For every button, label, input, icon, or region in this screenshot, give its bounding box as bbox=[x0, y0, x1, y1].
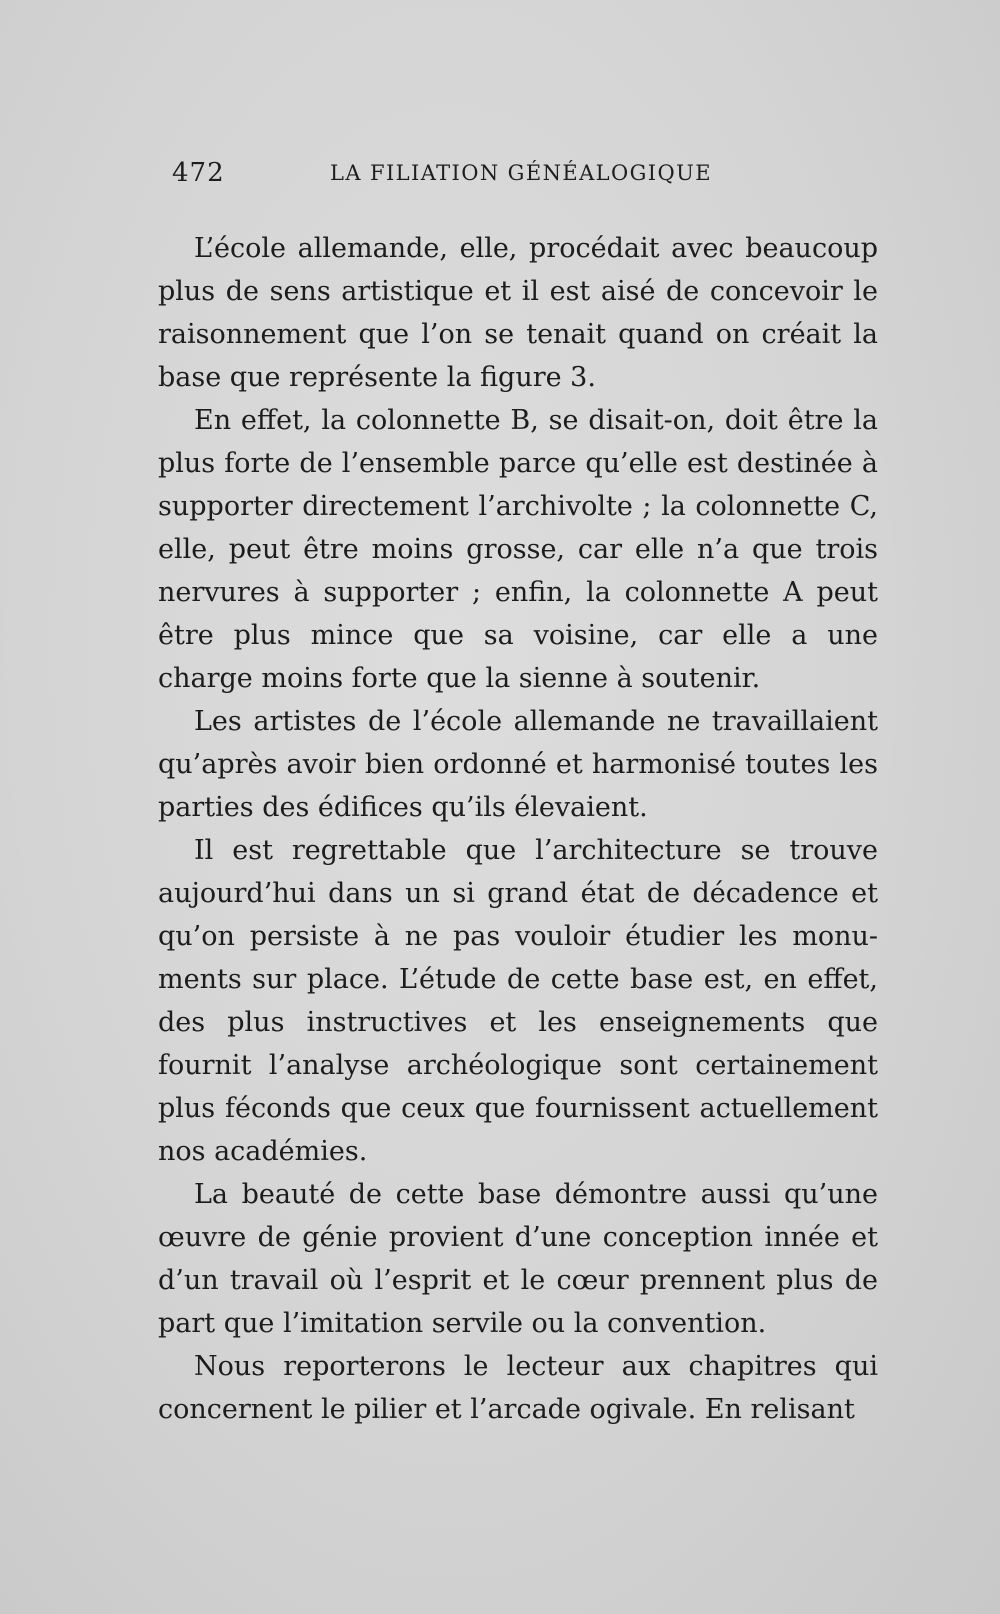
body-text bbox=[158, 227, 878, 1431]
paragraph: Les artistes de l’école allemande ne travaillaient qu’après avoir bien ordonné et harmonisé toutes les parties des édifices qu’ils élevaient. bbox=[158, 706, 878, 823]
paragraph: En effet, la colonnette B, se disait-on, doit être la plus forte de l’ensemble parce qu’elle est destinée à supporter directement l’archivolte ; la colonnette C, elle, peut être moins grosse, car elle n’a que trois nervures à supporter ; enfin, la colonnette A peut être plus mince que sa voisine, car elle a une charge moins forte que la sienne à soutenir. bbox=[158, 405, 878, 694]
page-number: 472 bbox=[172, 158, 225, 188]
running-head: LA FILIATION GÉNÉALOGIQUE bbox=[330, 161, 712, 185]
paragraph: Il est regrettable que l’architecture se trouve aujourd’hui dans un si grand état de décadence et qu’on persiste à ne pas vouloir étudier les monuments sur place. L’étude de cette base est, en effet, des plus instructives et les enseignements que fournit l’analyse archéologique sont certainement plus féconds que ceux que fournissent actuellement nos académies. bbox=[158, 835, 878, 1167]
paragraph: Nous reporterons le lecteur aux chapitres qui concernent le pilier et l’arcade ogivale. En relisant bbox=[158, 1351, 878, 1425]
paragraph: L’école allemande, elle, procédait avec beaucoup plus de sens artistique et il est aisé de concevoir le raisonnement que l’on se tenait quand on créait la base que représente la figure 3. bbox=[158, 233, 878, 393]
page-header bbox=[172, 158, 877, 194]
paragraph: La beauté de cette base démontre aussi qu’une œuvre de génie provient d’une conception innée et d’un travail où l’esprit et le cœur prennent plus de part que l’imitation servile ou la convention. bbox=[158, 1179, 878, 1339]
